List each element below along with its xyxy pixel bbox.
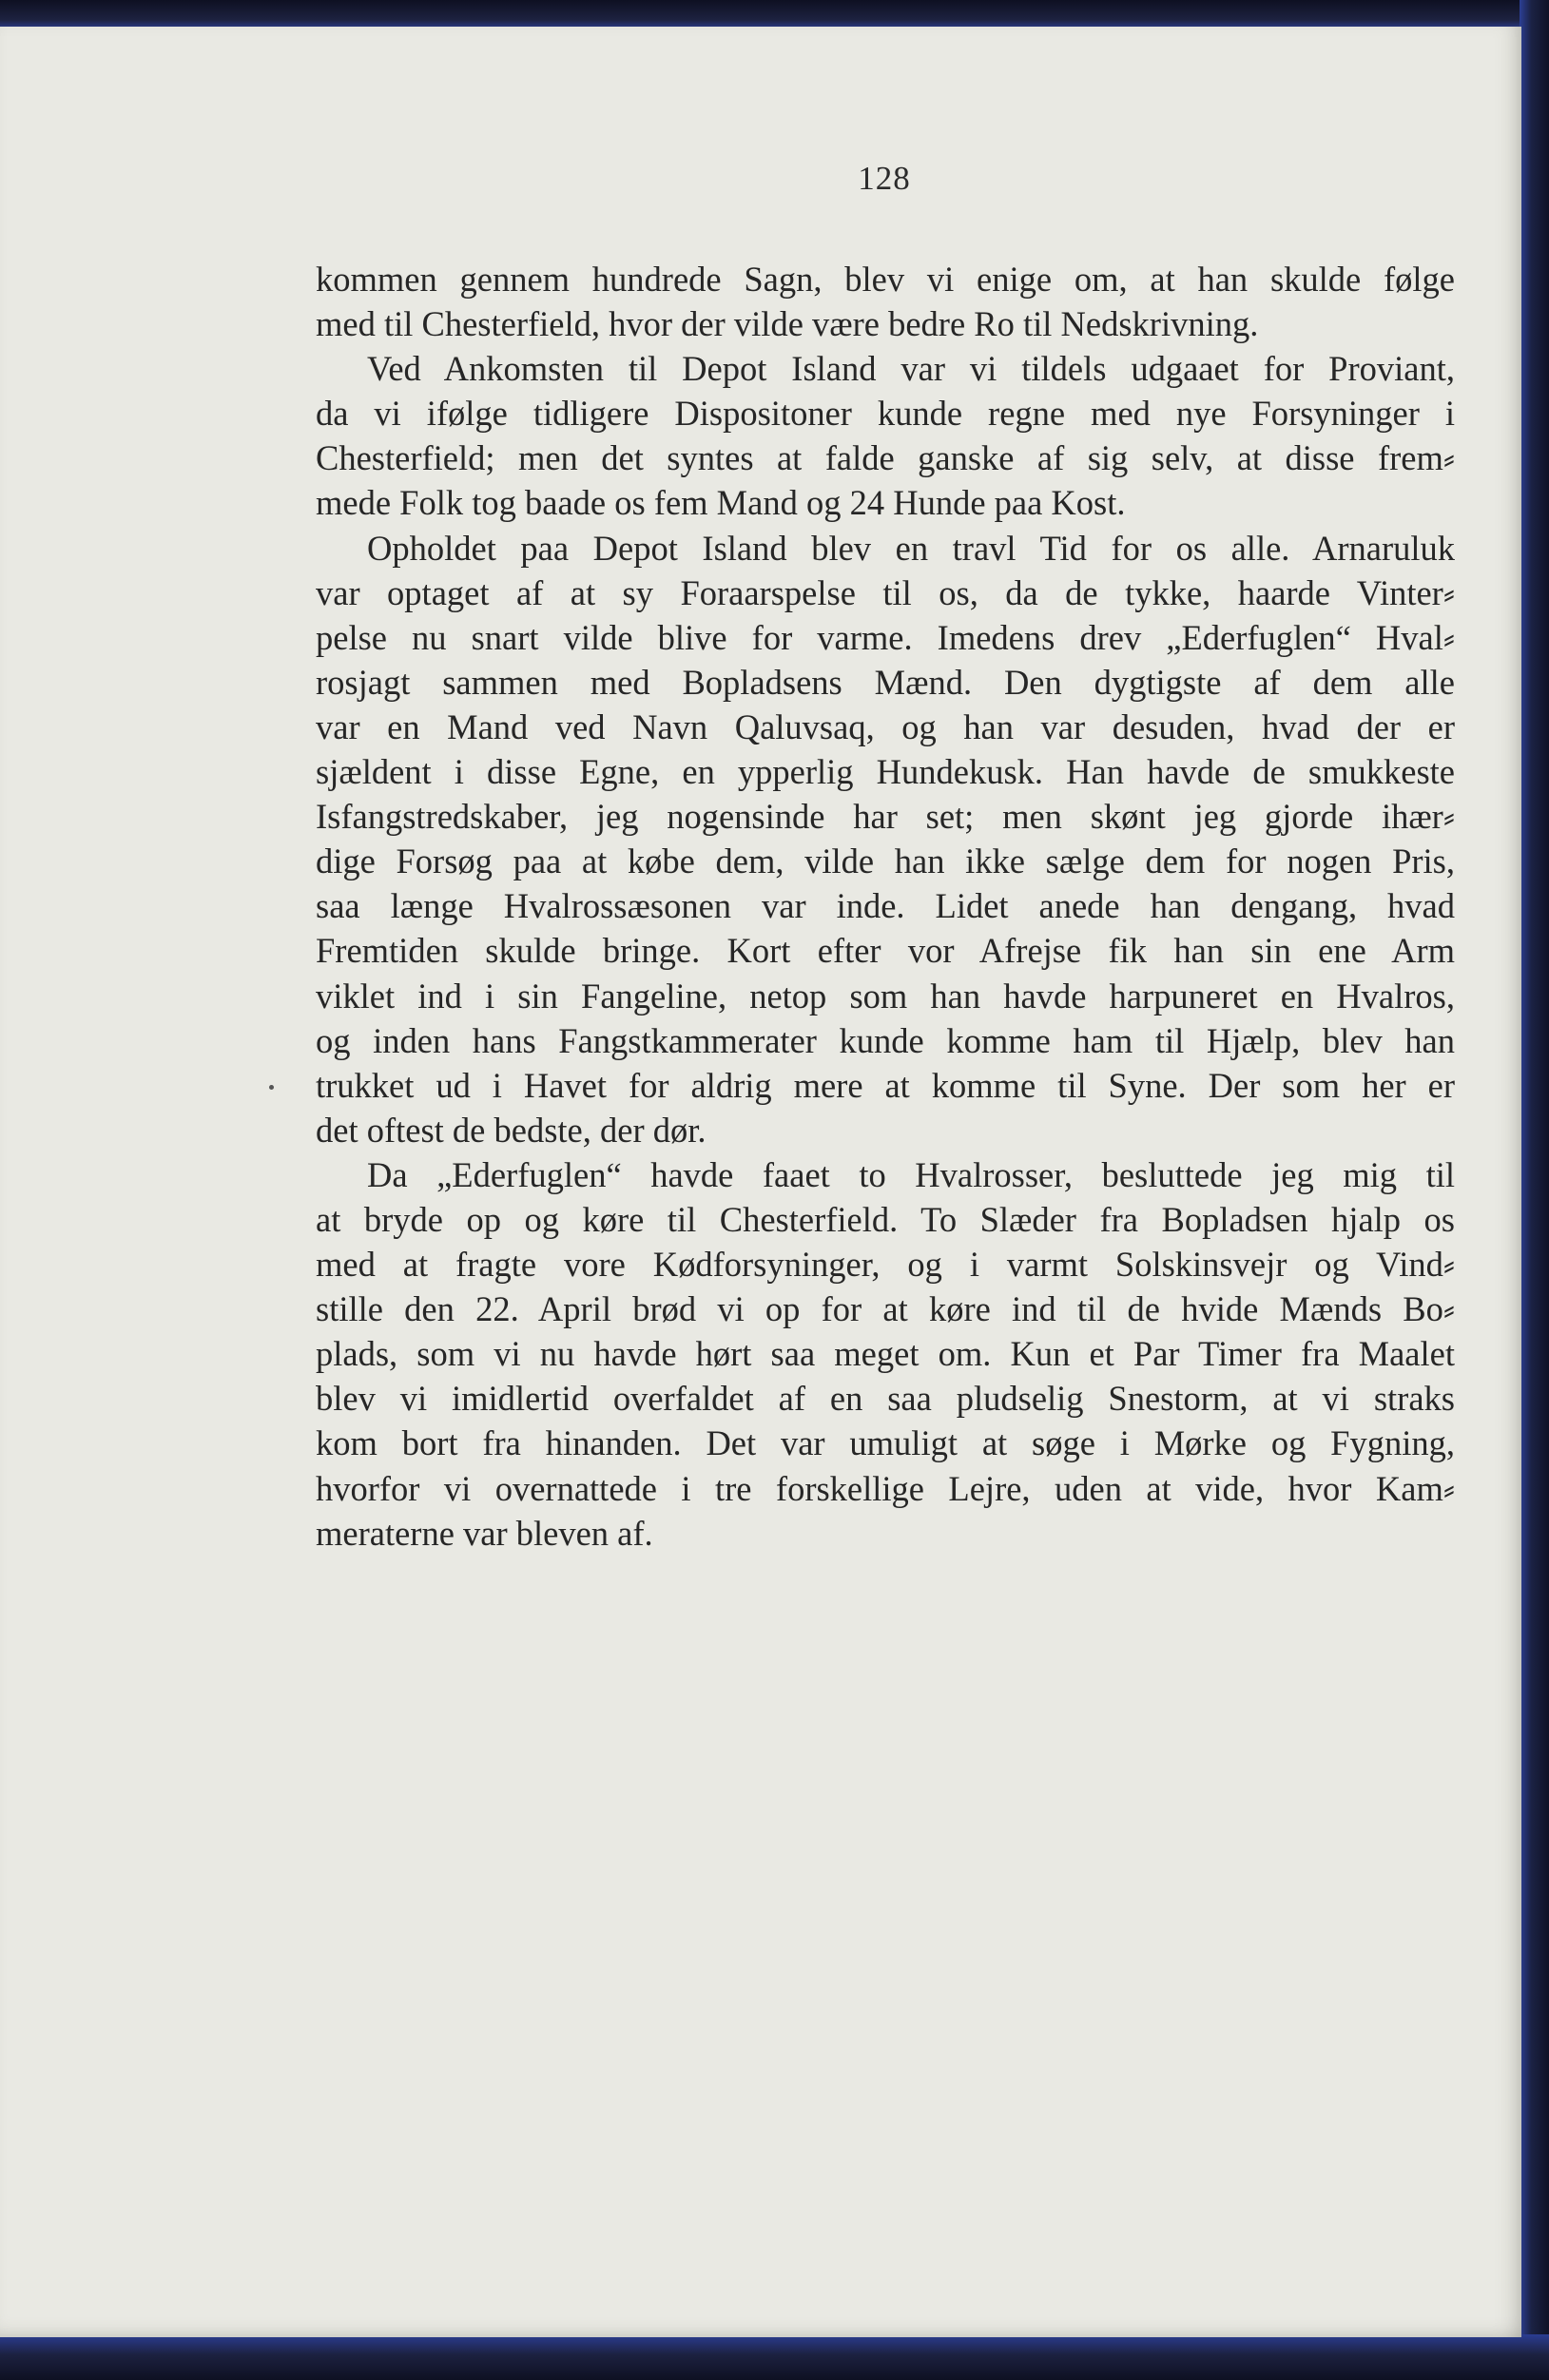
text-line: mede Folk tog baade os fem Mand og 24 Hunde paa Kost. <box>316 483 1126 523</box>
text-line: hvorfor vi overnattede i tre forskellige Lejre, uden at vide, hvor Kam⸗ <box>316 1468 1455 1508</box>
ink-speck <box>269 1085 274 1090</box>
book-page <box>0 27 1521 2337</box>
body-text <box>316 257 1455 1556</box>
text-line: da vi ifølge tidligere Dispositoner kunde regne med nye Forsyninger i <box>316 394 1455 434</box>
text-line: pelse nu snart vilde blive for varme. Imedens drev „Ederfuglen“ Hval⸗ <box>316 617 1455 657</box>
text-line: var en Mand ved Navn Qaluvsaq, og han var desuden, hvad der er <box>316 706 1455 746</box>
text-line: med at fragte vore Kødforsyninger, og i varmt Solskinsvejr og Vind⸗ <box>316 1245 1455 1285</box>
text-line: og inden hans Fangstkammerater kunde komme ham til Hjælp, blev han <box>316 1020 1455 1060</box>
text-line: Fremtiden skulde bringe. Kort efter vor Afrejse fik han sin ene Arm <box>316 931 1455 971</box>
text-line: kom bort fra hinanden. Det var umuligt at søge i Mørke og Fygning, <box>316 1423 1455 1463</box>
text-line: var optaget af at sy Foraarspelse til os, da de tykke, haarde Vinter⸗ <box>316 572 1455 612</box>
text-line: rosjagt sammen med Bopladsens Mænd. Den dygtigste af dem alle <box>316 662 1455 702</box>
text-line: meraterne var bleven af. <box>316 1513 653 1553</box>
text-line: med til Chesterfield, hvor der vilde være bedre Ro til Nedskrivning. <box>316 304 1259 344</box>
text-line: plads, som vi nu havde hørt saa meget om. Kun et Par Timer fra Maalet <box>316 1334 1455 1374</box>
text-line: Isfangstredskaber, jeg nogensinde har set; men skønt jeg gjorde ihær⸗ <box>316 797 1455 837</box>
text-line: Da „Ederfuglen“ havde faaet to Hvalrosser, besluttede jeg mig til <box>367 1154 1455 1194</box>
text-line: Ved Ankomsten til Depot Island var vi tildels udgaaet for Proviant, <box>367 349 1455 389</box>
page-number: 128 <box>858 160 911 197</box>
text-line: viklet ind i sin Fangeline, netop som han havde harpuneret en Hvalros, <box>316 976 1455 1016</box>
text-line: kommen gennem hundrede Sagn, blev vi enige om, at han skulde følge <box>316 260 1455 299</box>
text-line: trukket ud i Havet for aldrig mere at komme til Syne. Der som her er <box>316 1065 1455 1105</box>
scan-border-top <box>0 0 1549 29</box>
text-line: sjældent i disse Egne, en ypperlig Hundekusk. Han havde de smukkeste <box>316 752 1455 792</box>
text-line: stille den 22. April brød vi op for at køre ind til de hvide Mænds Bo⸗ <box>316 1289 1455 1329</box>
scan-border-right <box>1520 0 1549 2380</box>
text-line: det oftest de bedste, der dør. <box>316 1110 707 1150</box>
text-line: Chesterfield; men det syntes at falde ganske af sig selv, at disse frem⸗ <box>316 438 1455 478</box>
scan-border-bottom <box>0 2334 1549 2380</box>
text-line: dige Forsøg paa at købe dem, vilde han ikke sælge dem for nogen Pris, <box>316 842 1455 881</box>
text-line: saa længe Hvalrossæsonen var inde. Lidet anede han dengang, hvad <box>316 886 1455 926</box>
text-line: Opholdet paa Depot Island blev en travl Tid for os alle. Arnaruluk <box>367 528 1455 568</box>
text-line: at bryde op og køre til Chesterfield. To Slæder fra Bopladsen hjalp os <box>316 1199 1455 1239</box>
text-line: blev vi imidlertid overfaldet af en saa pludselig Snestorm, at vi straks <box>316 1379 1455 1419</box>
